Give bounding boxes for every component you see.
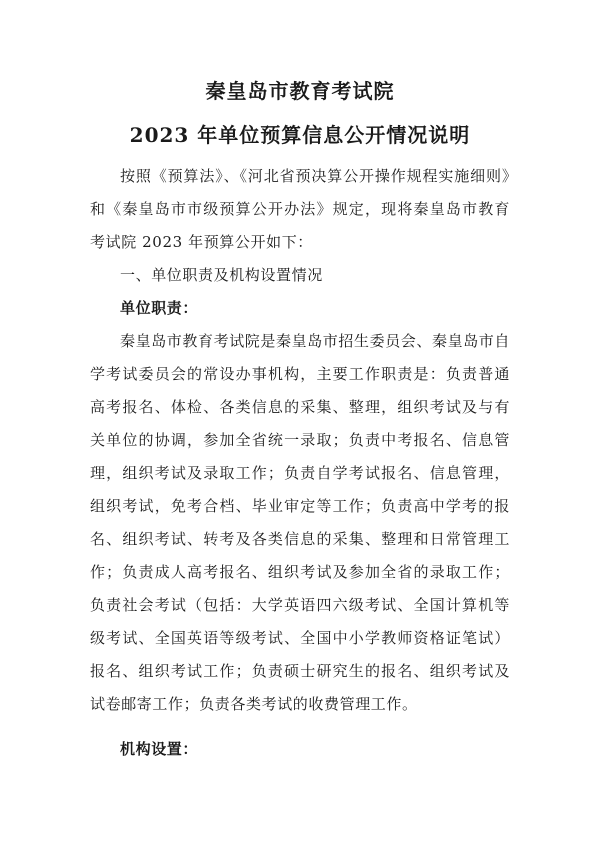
duties-heading: 单位职责： <box>120 299 199 317</box>
document-title-subject: 2023 年单位预算信息公开情况说明 <box>129 123 471 147</box>
document-title-org: 秦皇岛市教育考试院 <box>205 79 395 103</box>
duties-paragraph: 秦皇岛市教育考试院是秦皇岛市招生委员会、秦皇岛市自学考试委员会的常设办事机构，主要工作职责是：负责普通高考报名、体检、各类信息的采集、整理，组织考试及与有关单位的协调，参加全省统一录取；负责中考报名、信息管理，组织考试及录取工作；负责自学考试报名、信息管理，组织考试，免考合档、毕业审定等工作；负责高中学考的报名、组织考试、转考及各类信息的采集、整理和日常管理工作；负责成人高考报名、组织考试及参加全省的录取工作；负责社会考试（包括：大学英语四六级考试、全国计算机等级考试、全国英语等级考试、全国中小学教师资格证笔试）报名、组织考试工作；负责硕士研究生的报名、组织考试及试卷邮寄工作；负责各类考试的收费管理工作。 <box>90 332 511 713</box>
section1-heading: 一、单位职责及机构设置情况 <box>120 266 323 284</box>
intro-paragraph: 按照《预算法》、《河北省预决算公开操作规程实施细则》和《秦皇岛市市级预算公开办法》规定，现将秦皇岛市教育考试院 2023 年预算公开如下： <box>90 167 510 251</box>
org-setup-heading: 机构设置： <box>120 740 199 758</box>
